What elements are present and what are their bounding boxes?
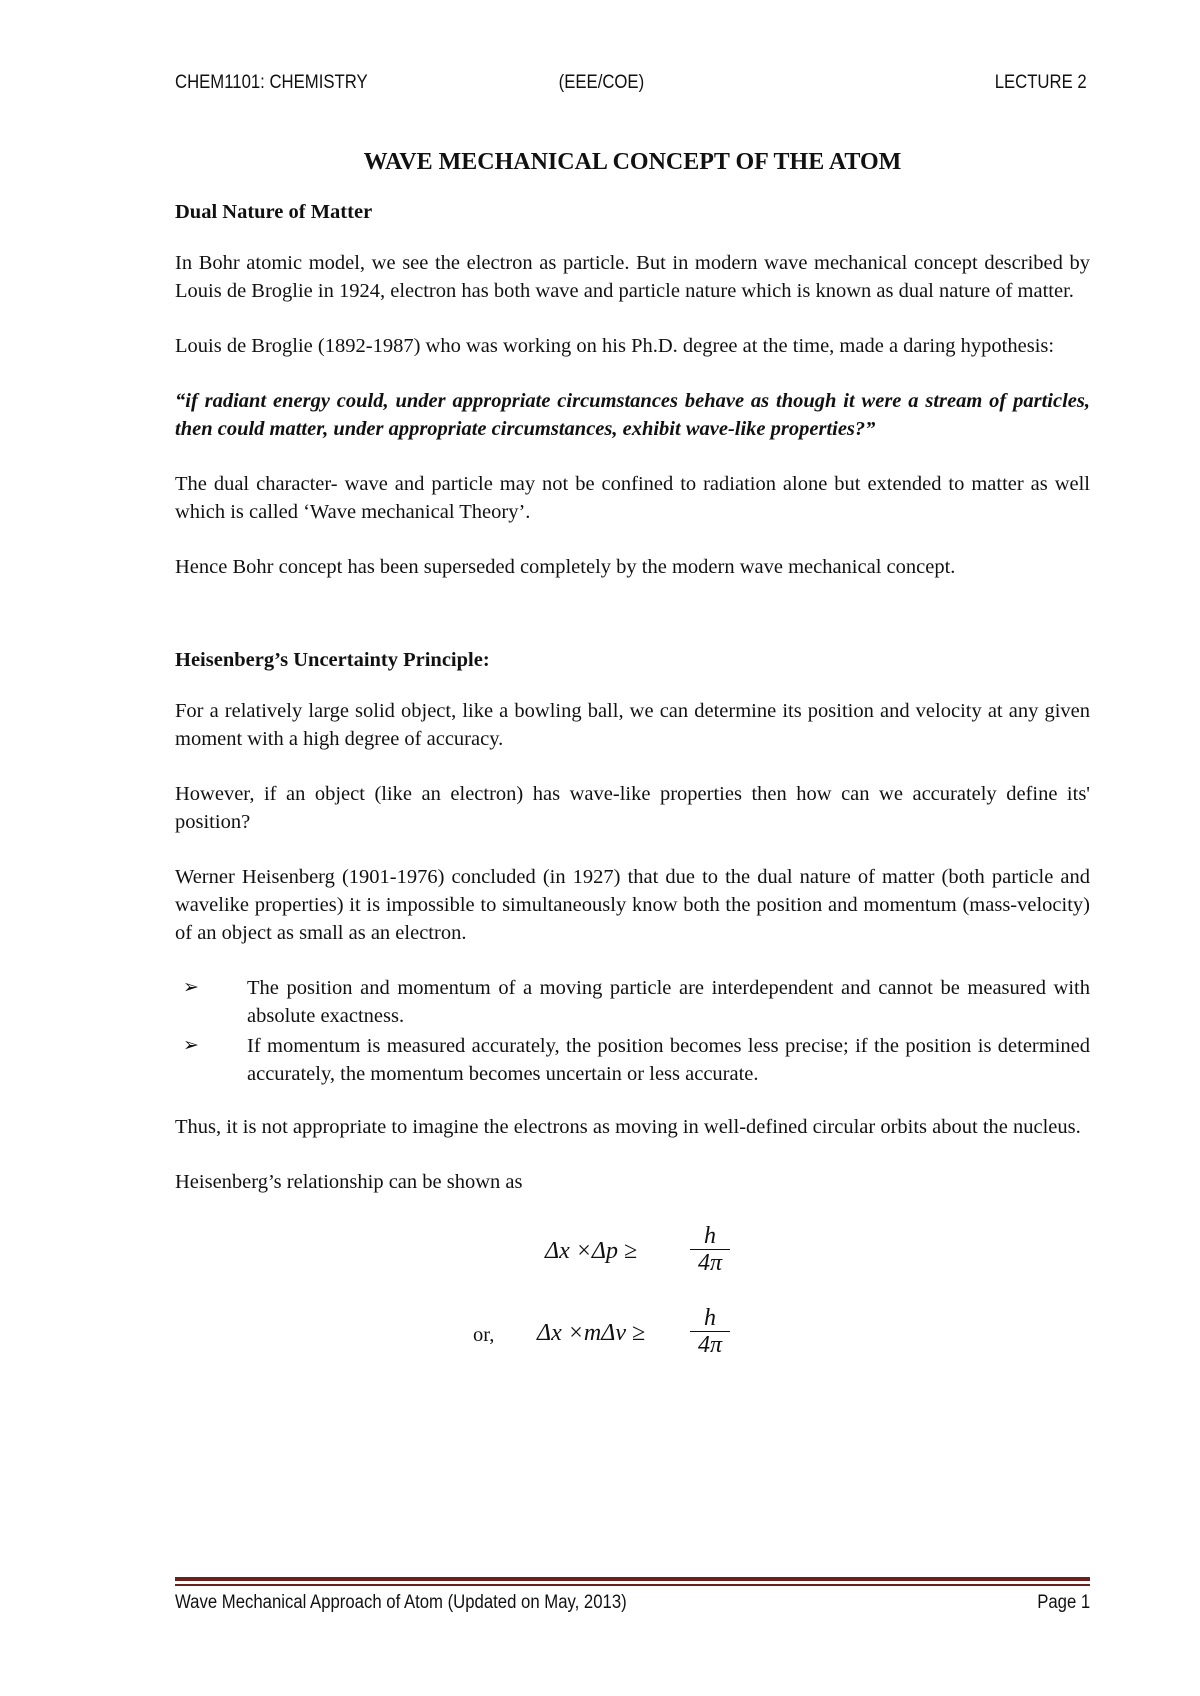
equation-fraction bbox=[690, 1223, 730, 1276]
footer-divider-thin bbox=[175, 1584, 1090, 1586]
equation-position-momentum bbox=[175, 1223, 1090, 1285]
paragraph-bohr-superseded: Hence Bohr concept has been superseded completely by the modern wave mechanical concept. bbox=[175, 556, 956, 578]
document-title: WAVE MECHANICAL CONCEPT OF THE ATOM bbox=[363, 149, 902, 175]
paragraph-de-broglie: Louis de Broglie (1892-1987) who was working on his Ph.D. degree at the time, made a daring hypothesis: bbox=[175, 335, 1055, 357]
header-course: CHEM1101: CHEMISTRY bbox=[175, 72, 368, 93]
document-body bbox=[175, 148, 1090, 1367]
bullet-text: The position and momentum of a moving particle are interdependent and cannot be measured with absolute exactness. bbox=[247, 977, 1090, 1027]
paragraph-bowling-ball: For a relatively large solid object, like a bowling ball, we can determine its position and velocity at any given moment with a high degree of accuracy. bbox=[175, 700, 1090, 750]
paragraph-dual-character: The dual character- wave and particle may not be confined to radiation alone but extended to matter as well which is called ‘Wave mechanical Theory’. bbox=[175, 473, 1090, 523]
paragraph-heisenberg: Werner Heisenberg (1901-1976) concluded (in 1927) that due to the dual nature of matter (both particle and wavelike properties) it is impossible to simultaneously know both the position and momentum (mass-velocity) of an object as small as an electron. bbox=[175, 866, 1090, 944]
page-header bbox=[175, 72, 1087, 102]
section-heading-dual-nature: Dual Nature of Matter bbox=[175, 201, 373, 223]
equation-or-label: or, bbox=[473, 1324, 495, 1346]
arrow-bullet-icon: ➢ bbox=[183, 1035, 199, 1056]
arrow-bullet-icon: ➢ bbox=[183, 977, 199, 998]
fraction-numerator: h bbox=[704, 1223, 716, 1249]
header-department: (EEE/COE) bbox=[558, 72, 645, 93]
footer-divider-thick bbox=[175, 1577, 1090, 1581]
equation-lhs: Δx ×Δp ≥ bbox=[545, 1238, 638, 1264]
list-item bbox=[175, 1032, 1090, 1088]
paragraph-circular-orbits: Thus, it is not appropriate to imagine the electrons as moving in well-defined circular orbits about the nucleus. bbox=[175, 1116, 1081, 1138]
header-lecture: LECTURE 2 bbox=[994, 72, 1087, 93]
list-item bbox=[175, 974, 1090, 1030]
paragraph-wave-like-object: However, if an object (like an electron) has wave-like properties then how can we accurately define its' position? bbox=[175, 783, 1090, 833]
section-spacer bbox=[175, 608, 1090, 646]
equation-position-velocity bbox=[175, 1305, 1090, 1367]
page-footer bbox=[175, 1592, 1090, 1614]
fraction-denominator: 4π bbox=[690, 1331, 730, 1358]
section-heading-uncertainty: Heisenberg’s Uncertainty Principle: bbox=[175, 649, 490, 671]
fraction-numerator: h bbox=[704, 1305, 716, 1331]
bullet-text: If momentum is measured accurately, the position becomes less precise; if the position is determined accurately, the momentum becomes uncertain or less accurate. bbox=[247, 1035, 1090, 1085]
paragraph-relationship-intro: Heisenberg’s relationship can be shown as bbox=[175, 1171, 523, 1193]
equation-fraction bbox=[690, 1305, 730, 1358]
page-number: Page 1 bbox=[1037, 1592, 1091, 1613]
footer-document-title: Wave Mechanical Approach of Atom (Updated on May, 2013) bbox=[175, 1592, 627, 1613]
equation-lhs: Δx ×mΔv ≥ bbox=[537, 1320, 646, 1346]
de-broglie-quote: “if radiant energy could, under appropriate circumstances behave as though it were a stream of particles, then could matter, under appropriate circumstances, exhibit wave-like properties?” bbox=[175, 390, 1090, 440]
paragraph-bohr-model: In Bohr atomic model, we see the electron as particle. But in modern wave mechanical concept described by Louis de Broglie in 1924, electron has both wave and particle nature which is known as dual nature of matter. bbox=[175, 252, 1090, 302]
fraction-denominator: 4π bbox=[690, 1249, 730, 1276]
uncertainty-bullet-list bbox=[175, 974, 1090, 1088]
